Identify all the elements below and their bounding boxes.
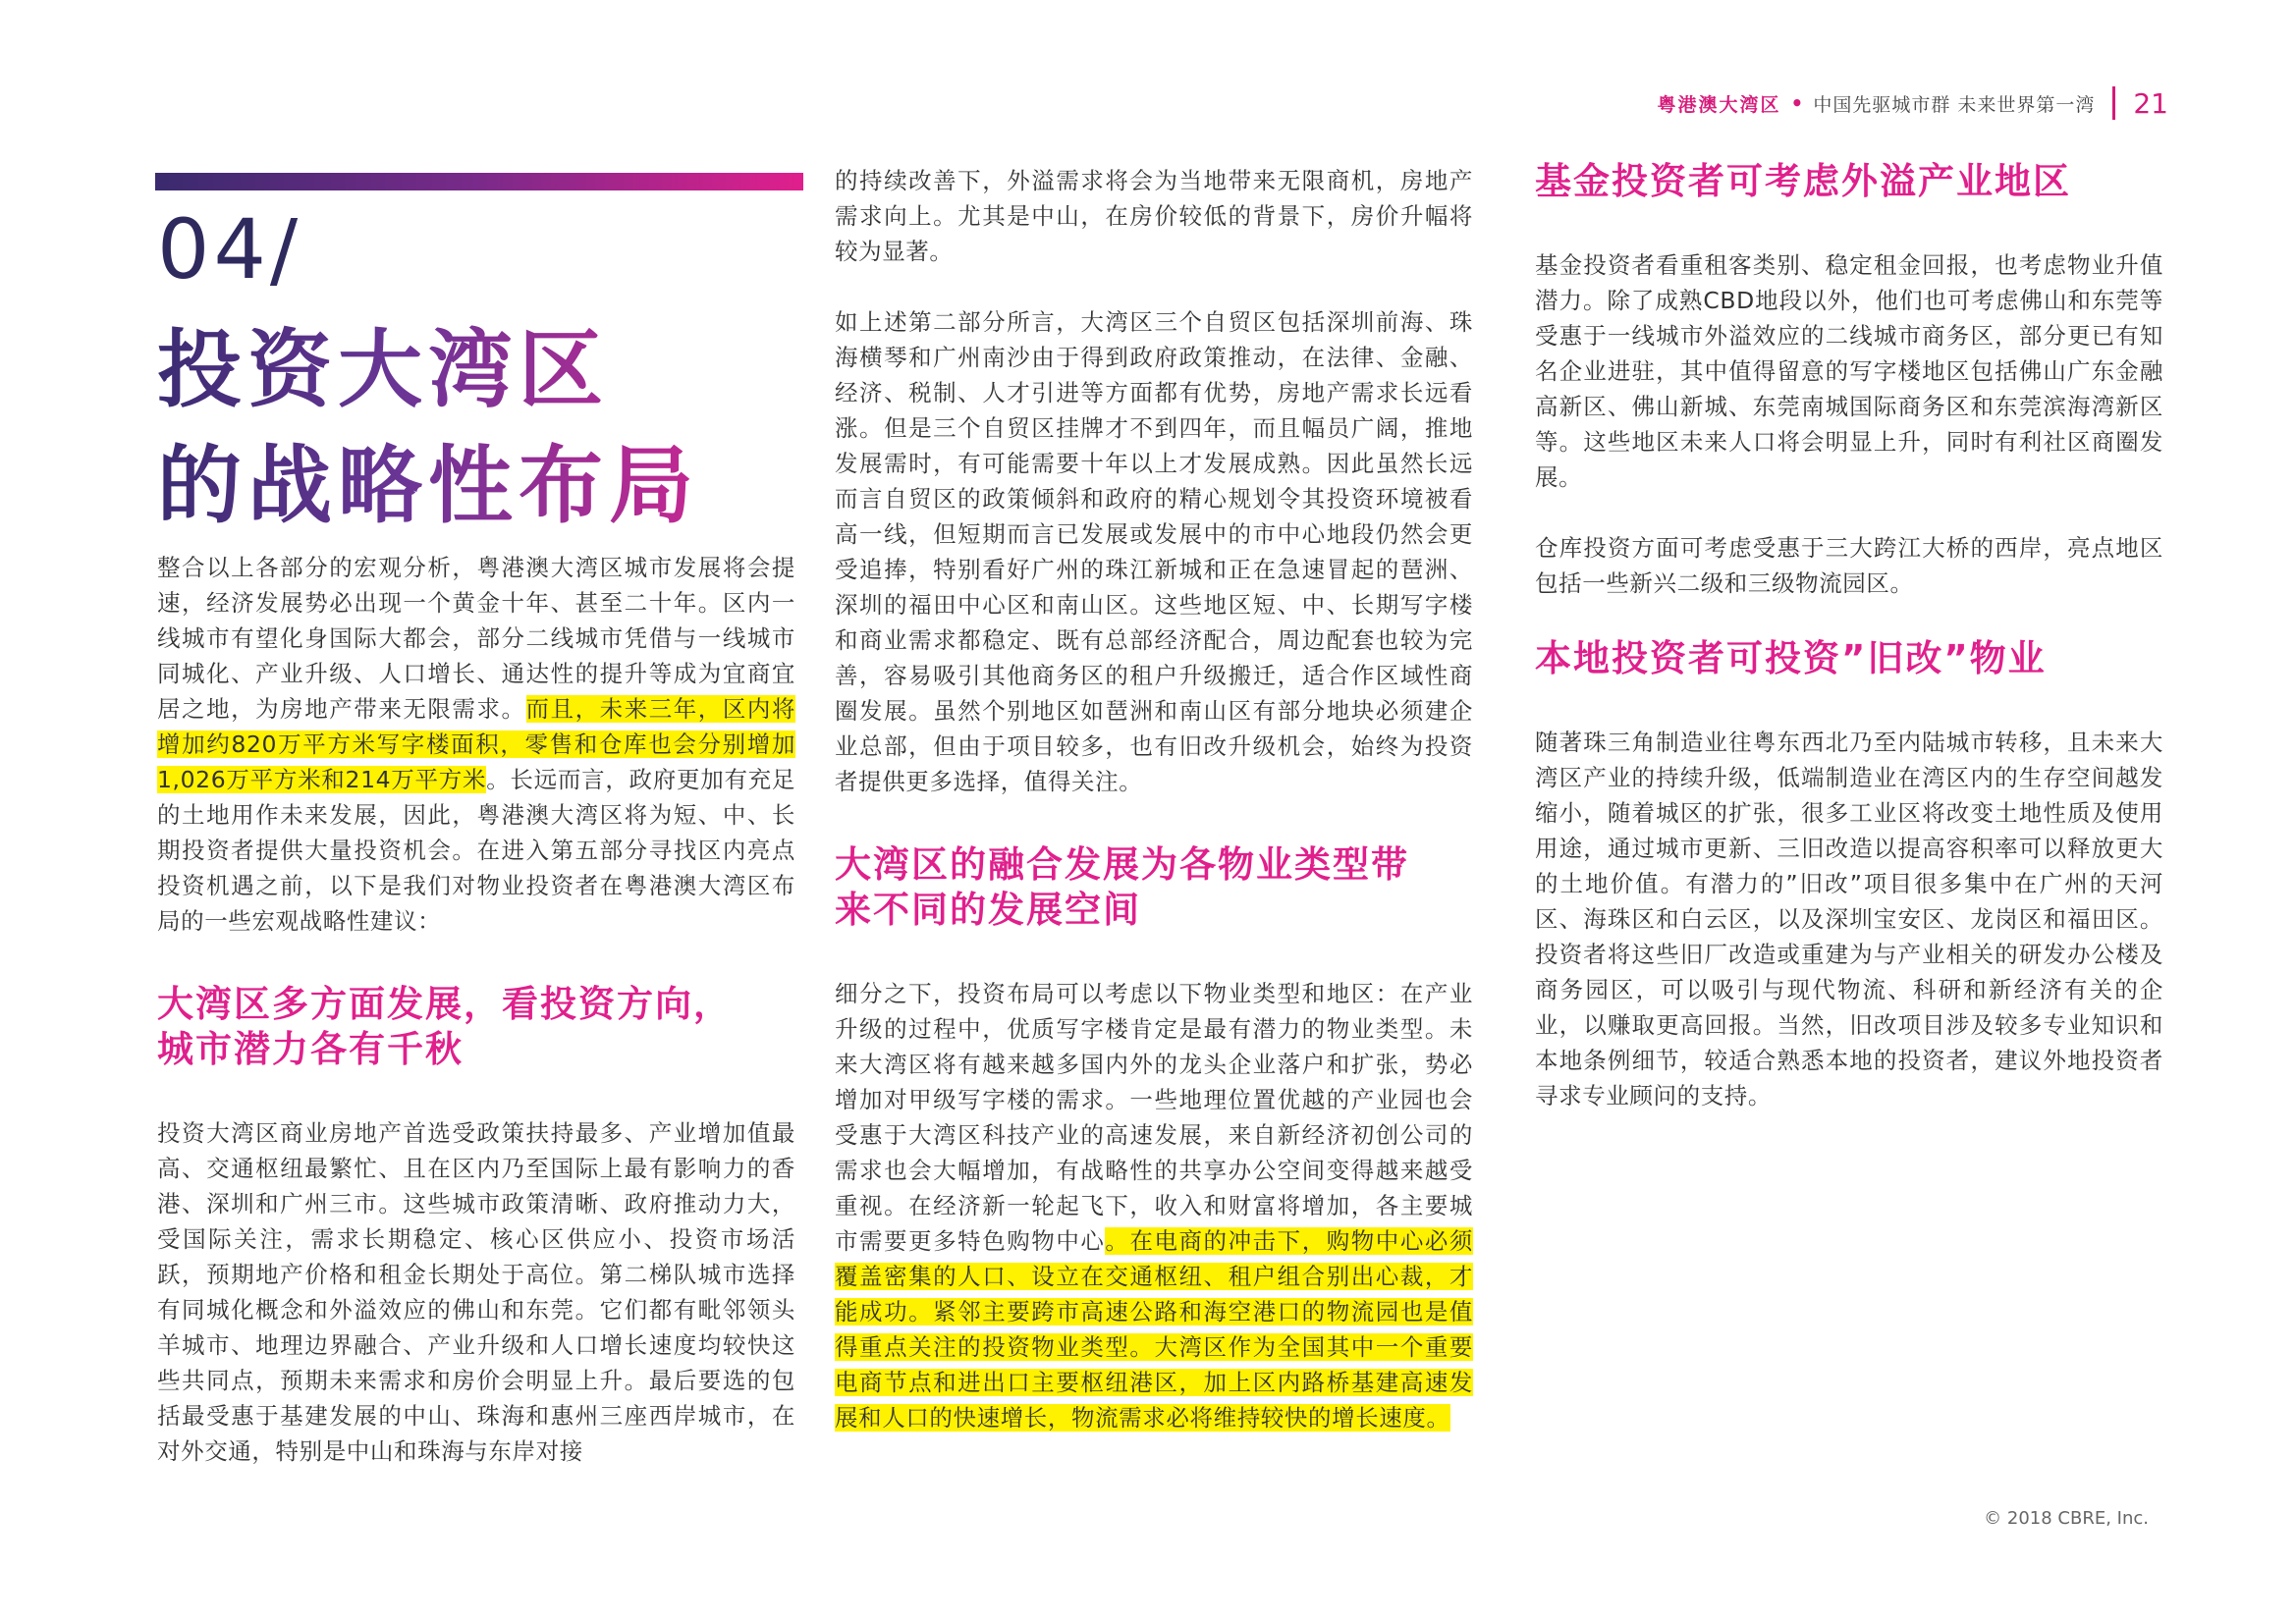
subheading-line1: 大湾区多方面发展，看投资方向， (157, 983, 732, 1025)
intro-text: 整合以上各部分的宏观分析，粤港澳大湾区城市发展将会提速，经济发展势必出现一个黄金十年、甚至二十年。区内一线城市有望化身国际大都会，部分二线城市凭借与一线城市同城化、产业升级、人口增长、通达性的提升等成为宜商宜居之地，为房地产带来无限需求。 (157, 554, 795, 723)
copyright: © 2018 CBRE, Inc. (1984, 1508, 2149, 1529)
subheading-line1: 大湾区的融合发展为各物业类型带 (835, 843, 1409, 886)
body-paragraph (835, 976, 1473, 1435)
header-divider (2112, 86, 2115, 120)
section-title-line1: 投资大湾区 (157, 321, 609, 419)
body-paragraph: 基金投资者看重租客类别、稳定租金回报，也考虑物业升值潜力。除了成熟CBD地段以外，他们也可考虑佛山和东莞等受惠于一线城市外溢效应的二线城市商务区，部分更已有知名企业进驻，其中值得留意的写字楼地区包括佛山广东金融高新区、佛山新城、东莞南城国际商务区和东莞滨海湾新区等。这些地区未来人口将会明显上升，同时有利社区商圈发展。 (1535, 251, 2163, 491)
section-title (157, 312, 699, 544)
subheading-integration (835, 842, 1473, 933)
page-number: 21 (2133, 86, 2168, 120)
header-subtitle: 中国先驱城市群 未来世界第一湾 (1813, 93, 2096, 116)
column-middle (835, 163, 1473, 1435)
subheading-investment-direction (157, 982, 795, 1072)
column-left (157, 550, 795, 1469)
body-paragraph: 如上述第二部分所言，大湾区三个自贸区包括深圳前海、珠海横琴和广州南沙由于得到政府政策推动，在法律、金融、经济、税制、人才引进等方面都有优势，房地产需求长远看涨。但是三个自贸区挂牌才不到四年，而且幅员广阔，推地发展需时，有可能需要十年以上才发展成熟。因此虽然长远而言自贸区的政策倾斜和政府的精心规划令其投资环境被看高一线，但短期而言已发展或发展中的市中心地段仍然会更受追捧，特别看好广州的珠江新城和正在急速冒起的琶洲、深圳的福田中心区和南山区。这些地区短、中、长期写字楼和商业需求都稳定、既有总部经济配合，周边配套也较为完善，容易吸引其他商务区的租户升级搬迁，适合作区域性商圈发展。虽然个别地区如琶洲和南山区有部分地块必须建企业总部，但由于项目较多，也有旧改升级机会，始终为投资者提供更多选择，值得关注。 (835, 308, 1473, 795)
intro-highlight: 而且，未来三年，区内将增加约820万平方米写字楼面积，零售和仓库也会分别增加1,026万平方米和214万平方米 (157, 695, 796, 793)
subheading-line2: 来不同的发展空间 (835, 889, 1141, 931)
body-text: 细分之下，投资布局可以考虑以下物业类型和地区：在产业升级的过程中，优质写字楼肯定是最有潜力的物业类型。未来大湾区将有越来越多国内外的龙头企业落户和扩张，势必增加对甲级写字楼的需求。一些地理位置优越的产业园也会受惠于大湾区科技产业的高速发展，来自新经济初创公司的需求也会大幅增加，有战略性的共享办公空间变得越来越受重视。在经济新一轮起飞下，收入和财富将增加，各主要城市需要更多特色购物中心 (835, 980, 1473, 1255)
body-paragraph: 随著珠三角制造业往粤东西北乃至内陆城市转移，且未来大湾区产业的持续升级，低端制造业在湾区内的生存空间越发缩小，随着城区的扩张，很多工业区将改变土地性质及使用用途，通过城市更新、三旧改造以提高容积率可以释放更大的土地价值。有潜力的”旧改”项目很多集中在广州的天河区、海珠区和白云区，以及深圳宝安区、龙岗区和福田区。投资者将这些旧厂改造或重建为与产业相关的研发办公楼及商务园区，可以吸引与现代物流、科研和新经济有关的企业，以赚取更高回报。当然，旧改项目涉及较多专业知识和本地条例细节，较适合熟悉本地的投资者，建议外地投资者寻求专业顾问的支持。 (1535, 729, 2163, 1109)
gradient-rule (155, 173, 803, 190)
running-header (1658, 86, 2169, 120)
body-paragraph: 投资大湾区商业房地产首选受政策扶持最多、产业增加值最高、交通枢纽最繁忙、且在区内乃至国际上最有影响力的香港、深圳和广州三市。这些城市政策清晰、政府推动力大，受国际关注，需求长期稳定、核心区供应小、投资市场活跃，预期地产价格和租金长期处于高位。第二梯队城市选择有同城化概念和外溢效应的佛山和东莞。它们都有毗邻领头羊城市、地理边界融合、产业升级和人口增长速度均较快这些共同点，预期未来需求和房价会明显上升。最后要选的包括最受惠于基建发展的中山、珠海和惠州三座西岸城市，在对外交通，特别是中山和珠海与东岸对接 (157, 1119, 795, 1465)
header-brand: 粤港澳大湾区 (1657, 93, 1781, 116)
section-title-line2: 的战略性布局 (157, 437, 699, 535)
section-number: 04/ (157, 201, 302, 298)
subheading-fund-investors: 基金投资者可考虑外溢产业地区 (1535, 160, 2071, 202)
subheading-local-investors: 本地投资者可投资”旧改”物业 (1535, 637, 2047, 679)
body-highlight: 。在电商的冲击下，购物中心必须覆盖密集的人口、设立在交通枢纽、租户组合别出心裁，才能成功。紧邻主要跨市高速公路和海空港口的物流园也是值得重点关注的投资物业类型。大湾区作为全国其中一个重要电商节点和进出口主要枢纽港区，加上区内路桥基建高速发展和人口的快速增长，物流需求必将维持较快的增长速度。 (835, 1227, 1474, 1432)
column-right (1535, 159, 2163, 1113)
header-dot: • (1790, 91, 1804, 115)
body-paragraph: 的持续改善下，外溢需求将会为当地带来无限商机，房地产需求向上。尤其是中山，在房价较低的背景下，房价升幅将较为显著。 (835, 167, 1473, 265)
intro-text-end: 。长远而言，政府更加有充足的土地用作未来发展，因此，粤港澳大湾区将为短、中、长期投资者提供大量投资机会。在进入第五部分寻找区内亮点投资机遇之前，以下是我们对物业投资者在粤港澳大湾区布局的一些宏观战略性建议： (157, 766, 795, 935)
intro-paragraph (157, 550, 795, 939)
body-paragraph: 仓库投资方面可考虑受惠于三大跨江大桥的西岸，亮点地区包括一些新兴二级和三级物流园区。 (1535, 534, 2163, 597)
subheading-line2: 城市潜力各有千秋 (157, 1028, 464, 1070)
